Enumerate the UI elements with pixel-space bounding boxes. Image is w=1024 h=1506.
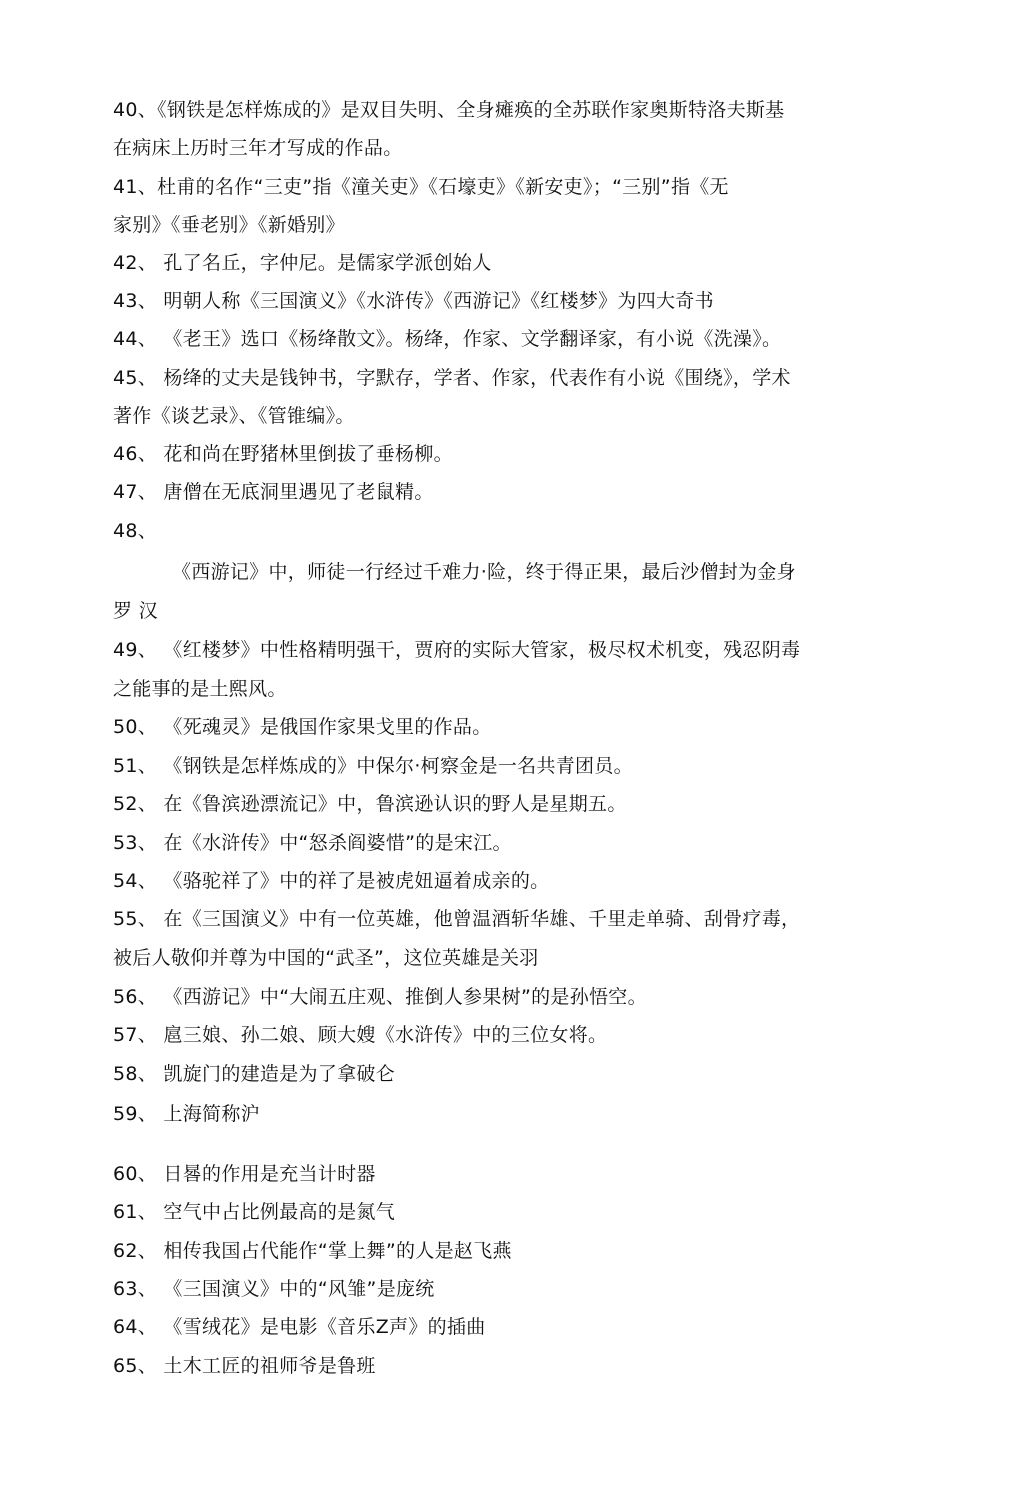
text-line: 61、 空气中占比例最高的是氮气	[113, 1201, 396, 1223]
text-line: 52、 在《鲁滨逊漂流记》中，鲁滨逊认识的野人是星期五。	[113, 793, 627, 815]
text-line: 56、 《西游记》中“大闹五庄观、推倒人参果树”的是孙悟空。	[113, 986, 647, 1008]
text-line: 44、 《老王》选口《杨绛散文》。杨绛，作家、文学翻译家，有小说《洗澡》。	[113, 328, 782, 350]
text-line: 50、 《死魂灵》是俄国作家果戈里的作品。	[113, 716, 492, 738]
text-line: 53、 在《水浒传》中“怒杀阎婆惜”的是宋江。	[113, 832, 512, 854]
text-line: 57、 扈三娘、孙二娘、顾大嫂《水浒传》中的三位女将。	[113, 1024, 608, 1046]
text-line: 55、 在《三国演义》中有一位英雄，他曾温酒斩华雄、千里走单骑、刮骨疗毒，	[113, 908, 801, 930]
text-line: 54、 《骆驼祥了》中的祥了是被虎妞逼着成亲的。	[113, 870, 550, 892]
text-line: 被后人敬仰并尊为中国的“武圣”，这位英雄是关羽	[113, 947, 539, 969]
text-line: 40、《钢铁是怎样炼成的》是双目失明、全身瘫痪的全苏联作家奥斯特洛夫斯基	[113, 99, 785, 121]
text-line: 62、 相传我国占代能作“掌上舞”的人是赵飞燕	[113, 1240, 512, 1262]
text-line: 43、 明朝人称《三国演义》《水浒传》《西游记》《红楼梦》为四大奇书	[113, 290, 714, 312]
text-line: 在病床上历时三年才写成的作品。	[113, 137, 403, 159]
text-line: 58、 凯旋门的建造是为了拿破仑	[113, 1063, 396, 1085]
text-line: 51、 《钢铁是怎样炼成的》中保尔·柯察金是一名共青团员。	[113, 755, 633, 777]
text-line: 著作《谈艺录》、《管锥编》。	[113, 405, 355, 427]
text-line: 59、 上海简称沪	[113, 1103, 260, 1125]
text-line: 63、 《三国演义》中的“风雏”是庞统	[113, 1278, 435, 1300]
text-line: 46、 花和尚在野猪林里倒拔了垂杨柳。	[113, 443, 453, 465]
text-line: 45、 杨绛的丈夫是钱钟书，字默存，学者、作家，代表作有小说《围绕》，学术	[113, 367, 791, 389]
text-line: 之能事的是土熙风。	[113, 678, 287, 700]
text-line: 47、 唐僧在无底洞里遇见了老鼠精。	[113, 481, 434, 503]
text-line: 60、 日晷的作用是充当计时器	[113, 1163, 376, 1185]
text-line: 罗 汉	[113, 600, 158, 622]
text-line: 41、杜甫的名作“三吏”指《潼关吏》《石壕吏》《新安吏》；“三别”指《无	[113, 176, 729, 198]
text-line: 家别》《垂老别》《新婚别》	[113, 214, 345, 236]
text-line: 42、 孔了名丘，字仲尼。是儒家学派创始人	[113, 252, 492, 274]
text-line: 《西游记》中，师徒一行经过千难力·险，终于得正果，最后沙僧封为金身	[172, 561, 796, 583]
text-line: 64、 《雪绒花》是电影《音乐Z声》的插曲	[113, 1316, 486, 1338]
text-line: 49、 《红楼梦》中性格精明强干，贾府的实际大管家，极尽权术机变，残忍阴毒	[113, 639, 801, 661]
text-line: 48、	[113, 520, 158, 542]
text-line: 65、 土木工匠的祖师爷是鲁班	[113, 1355, 376, 1377]
